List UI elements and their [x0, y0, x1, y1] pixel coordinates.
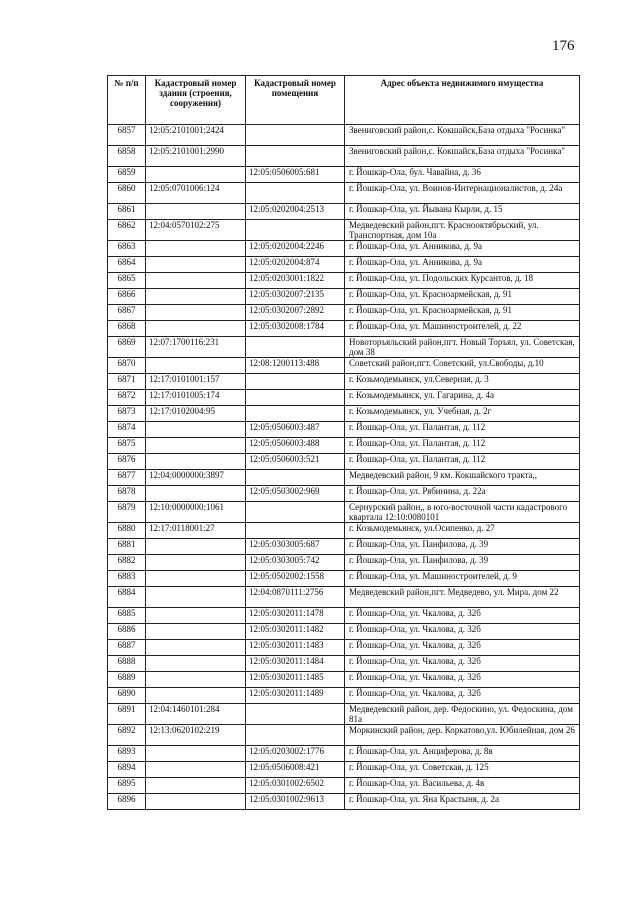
cell-premises-cadastral — [246, 220, 345, 241]
cell-building-cadastral — [146, 539, 246, 555]
cell-row-number: 6880 — [108, 523, 146, 539]
cell-building-cadastral — [146, 672, 246, 688]
table-row — [108, 321, 580, 337]
cell-address: г. Йошкар-Ола, ул. Яна Крастыня, д. 2а — [345, 794, 580, 810]
cell-premises-cadastral — [246, 704, 345, 725]
cell-building-cadastral — [146, 454, 246, 470]
cell-building-cadastral — [146, 358, 246, 374]
cell-building-cadastral: 12:04:0000000:3897 — [146, 470, 246, 486]
cell-building-cadastral — [146, 608, 246, 624]
cell-premises-cadastral — [246, 374, 345, 390]
cell-premises-cadastral: 12:05:0302007:2892 — [246, 305, 345, 321]
cell-building-cadastral: 12:04:0570102:275 — [146, 220, 246, 241]
cell-building-cadastral — [146, 640, 246, 656]
cell-address: г. Йошкар-Ола, ул. Йывана Кырли, д. 15 — [345, 204, 580, 220]
table-row — [108, 688, 580, 704]
header-premises-cadastral: Кадастровый номер помещения — [246, 76, 345, 125]
cell-building-cadastral: 12:05:2101001:2424 — [146, 125, 246, 146]
cell-premises-cadastral: 12:05:0203002:1776 — [246, 746, 345, 762]
cell-row-number: 6861 — [108, 204, 146, 220]
cell-row-number: 6896 — [108, 794, 146, 810]
table-row — [108, 555, 580, 571]
cell-address: г. Йошкар-Ола, ул. Рябинина, д. 22а — [345, 486, 580, 502]
table-row — [108, 289, 580, 305]
cell-address: г. Йошкар-Ола, ул. Панфилова, д. 39 — [345, 539, 580, 555]
table-row — [108, 470, 580, 486]
cell-address: Медведевский район,пгт. Медведево, ул. Мира, дом 22 — [345, 587, 580, 608]
cell-building-cadastral: 12:17:0101001:157 — [146, 374, 246, 390]
cell-address: г. Йошкар-Ола, ул. Советская, д. 125 — [345, 762, 580, 778]
cell-row-number: 6868 — [108, 321, 146, 337]
table-row — [108, 725, 580, 746]
header-building-cadastral: Кадастровый номер здания (строения, сооружения) — [146, 76, 246, 125]
table-row — [108, 167, 580, 183]
cell-address: Моркинский район, дер. Коркатово,ул. Юбилейная, дом 26 — [345, 725, 580, 746]
cell-premises-cadastral: 12:04:0870111:2756 — [246, 587, 345, 608]
table-row — [108, 204, 580, 220]
cell-building-cadastral — [146, 422, 246, 438]
cell-address: Новоторъяльский район,пгт. Новый Торъял, ул. Советская, дом 38 — [345, 337, 580, 358]
cell-premises-cadastral: 12:05:0202004:2246 — [246, 241, 345, 257]
table-row — [108, 640, 580, 656]
cell-building-cadastral: 12:17:0102004:95 — [146, 406, 246, 422]
cell-premises-cadastral: 12:05:0302008:1784 — [246, 321, 345, 337]
cell-row-number: 6891 — [108, 704, 146, 725]
cell-building-cadastral: 12:13:0620102:219 — [146, 725, 246, 746]
cell-row-number: 6892 — [108, 725, 146, 746]
cell-address: г. Йошкар-Ола, ул. Васильева, д. 4в — [345, 778, 580, 794]
cell-address: Медведевский район,пгт. Краснооктябрьский, ул. Транспортная, дом 10а — [345, 220, 580, 241]
cell-row-number: 6860 — [108, 183, 146, 204]
cell-address: г. Йошкар-Ола, бул. Чавайна, д. 36 — [345, 167, 580, 183]
cell-premises-cadastral: 12:05:0506003:487 — [246, 422, 345, 438]
cell-address: Звениговский район,с. Кокшайск,База отдыха "Росинка" — [345, 146, 580, 167]
cell-building-cadastral: 12:05:0701006:124 — [146, 183, 246, 204]
cell-building-cadastral: 12:05:2101001:2990 — [146, 146, 246, 167]
table-row — [108, 390, 580, 406]
cell-row-number: 6866 — [108, 289, 146, 305]
cell-premises-cadastral: 12:05:0302011:1484 — [246, 656, 345, 672]
cell-row-number: 6888 — [108, 656, 146, 672]
table-row — [108, 672, 580, 688]
cell-premises-cadastral — [246, 406, 345, 422]
cell-row-number: 6864 — [108, 257, 146, 273]
cell-row-number: 6884 — [108, 587, 146, 608]
table-row — [108, 502, 580, 523]
cell-row-number: 6862 — [108, 220, 146, 241]
cell-premises-cadastral: 12:05:0506005:681 — [246, 167, 345, 183]
cell-premises-cadastral: 12:05:0302007:2135 — [246, 289, 345, 305]
table-row — [108, 587, 580, 608]
cell-premises-cadastral — [246, 502, 345, 523]
table-row — [108, 220, 580, 241]
cell-building-cadastral — [146, 688, 246, 704]
cell-building-cadastral — [146, 624, 246, 640]
header-row-number: № п/п — [108, 76, 146, 125]
cell-address: г. Йошкар-Ола, ул. Подольских Курсантов, д. 18 — [345, 273, 580, 289]
cell-row-number: 6887 — [108, 640, 146, 656]
cell-row-number: 6881 — [108, 539, 146, 555]
cell-building-cadastral: 12:04:1460101:284 — [146, 704, 246, 725]
cell-row-number: 6890 — [108, 688, 146, 704]
table-row — [108, 746, 580, 762]
table-row — [108, 656, 580, 672]
cell-building-cadastral — [146, 794, 246, 810]
table-row — [108, 454, 580, 470]
cell-building-cadastral — [146, 204, 246, 220]
cell-premises-cadastral: 12:05:0302011:1485 — [246, 672, 345, 688]
table-row — [108, 241, 580, 257]
cell-premises-cadastral: 12:05:0203001:1822 — [246, 273, 345, 289]
table-row — [108, 183, 580, 204]
cell-premises-cadastral — [246, 470, 345, 486]
cell-row-number: 6886 — [108, 624, 146, 640]
cell-address: г. Йошкар-Ола, ул. Палантая, д. 112 — [345, 438, 580, 454]
cell-address: г. Йошкар-Ола, ул. Анциферова, д. 8в — [345, 746, 580, 762]
cell-building-cadastral — [146, 746, 246, 762]
cell-address: Советский район,пгт. Советский, ул.Свободы, д.10 — [345, 358, 580, 374]
cell-address: г. Йошкар-Ола, ул. Анникова, д. 9а — [345, 257, 580, 273]
table-row — [108, 257, 580, 273]
cell-building-cadastral — [146, 762, 246, 778]
cell-premises-cadastral: 12:05:0506008:421 — [246, 762, 345, 778]
cell-building-cadastral — [146, 321, 246, 337]
cell-premises-cadastral: 12:05:0302011:1482 — [246, 624, 345, 640]
cell-row-number: 6879 — [108, 502, 146, 523]
table-row — [108, 486, 580, 502]
cell-row-number: 6882 — [108, 555, 146, 571]
table-row — [108, 273, 580, 289]
cell-address: г. Козьмодемьянск, ул. Гагарина, д. 4а — [345, 390, 580, 406]
cell-building-cadastral: 12:07:1700116:231 — [146, 337, 246, 358]
cell-row-number: 6877 — [108, 470, 146, 486]
cell-premises-cadastral: 12:05:0503002:969 — [246, 486, 345, 502]
cell-address: г. Йошкар-Ола, ул. Анникова, д. 9а — [345, 241, 580, 257]
header-address: Адрес объекта недвижимого имущества — [345, 76, 580, 125]
cell-address: г. Йошкар-Ола, ул. Панфилова, д. 39 — [345, 555, 580, 571]
cell-premises-cadastral: 12:05:0502002:1558 — [246, 571, 345, 587]
cell-building-cadastral — [146, 305, 246, 321]
cell-premises-cadastral: 12:05:0506003:488 — [246, 438, 345, 454]
cell-address: г. Козьмодемьянск, ул.Северная, д. 3 — [345, 374, 580, 390]
table-row — [108, 422, 580, 438]
cell-row-number: 6871 — [108, 374, 146, 390]
cell-address: г. Козьмодемьянск, ул.Осипенко, д. 27 — [345, 523, 580, 539]
cell-building-cadastral — [146, 289, 246, 305]
table-row — [108, 438, 580, 454]
cell-row-number: 6873 — [108, 406, 146, 422]
cell-row-number: 6859 — [108, 167, 146, 183]
cell-row-number: 6893 — [108, 746, 146, 762]
cell-premises-cadastral — [246, 390, 345, 406]
table-header-row — [108, 76, 580, 125]
cell-row-number: 6883 — [108, 571, 146, 587]
cell-building-cadastral — [146, 656, 246, 672]
cell-premises-cadastral: 12:05:0302011:1478 — [246, 608, 345, 624]
cell-address: г. Йошкар-Ола, ул. Чкалова, д. 32б — [345, 624, 580, 640]
cell-address: г. Йошкар-Ола, ул. Чкалова, д. 32б — [345, 640, 580, 656]
cell-address: г. Йошкар-Ола, ул. Чкалова, д. 32б — [345, 656, 580, 672]
property-registry-table — [107, 75, 580, 810]
cell-premises-cadastral: 12:05:0303005:742 — [246, 555, 345, 571]
cell-building-cadastral — [146, 167, 246, 183]
table-row — [108, 406, 580, 422]
cell-address: Сернурский район,, в юго-восточной части кадастрового квартала 12:10:0080101 — [345, 502, 580, 523]
cell-building-cadastral — [146, 273, 246, 289]
cell-address: г. Козьмодемьянск, ул. Учебная, д. 2г — [345, 406, 580, 422]
cell-address: г. Йошкар-Ола, ул. Машиностроителей, д. 22 — [345, 321, 580, 337]
table-row — [108, 762, 580, 778]
cell-premises-cadastral: 12:05:0202004:2513 — [246, 204, 345, 220]
cell-address: Медведевский район, 9 км. Кокшайского тракта,, — [345, 470, 580, 486]
cell-premises-cadastral — [246, 523, 345, 539]
cell-premises-cadastral — [246, 337, 345, 358]
cell-premises-cadastral: 12:05:0301002:6502 — [246, 778, 345, 794]
table-row — [108, 305, 580, 321]
cell-row-number: 6863 — [108, 241, 146, 257]
cell-row-number: 6867 — [108, 305, 146, 321]
cell-premises-cadastral — [246, 725, 345, 746]
cell-premises-cadastral — [246, 146, 345, 167]
cell-building-cadastral — [146, 438, 246, 454]
cell-building-cadastral: 12:17:0101005:174 — [146, 390, 246, 406]
cell-premises-cadastral: 12:08:1200113:488 — [246, 358, 345, 374]
table-row — [108, 794, 580, 810]
table-row — [108, 624, 580, 640]
cell-premises-cadastral: 12:05:0302011:1489 — [246, 688, 345, 704]
cell-building-cadastral — [146, 555, 246, 571]
cell-row-number: 6889 — [108, 672, 146, 688]
cell-premises-cadastral — [246, 125, 345, 146]
table-row — [108, 778, 580, 794]
table-row — [108, 704, 580, 725]
table-row — [108, 539, 580, 555]
table-row — [108, 358, 580, 374]
cell-address: Звениговский район,с. Кокшайск,База отдыха "Росинка" — [345, 125, 580, 146]
cell-address: г. Йошкар-Ола, ул. Воинов-Интернационалистов, д. 24а — [345, 183, 580, 204]
cell-premises-cadastral — [246, 183, 345, 204]
cell-premises-cadastral: 12:05:0301002:9613 — [246, 794, 345, 810]
table-row — [108, 523, 580, 539]
cell-address: г. Йошкар-Ола, ул. Красноармейская, д. 91 — [345, 289, 580, 305]
table-row — [108, 125, 580, 146]
cell-row-number: 6895 — [108, 778, 146, 794]
cell-address: г. Йошкар-Ола, ул. Чкалова, д. 32б — [345, 688, 580, 704]
cell-address: г. Йошкар-Ола, ул. Чкалова, д. 32б — [345, 608, 580, 624]
cell-premises-cadastral: 12:05:0202004:874 — [246, 257, 345, 273]
cell-building-cadastral — [146, 571, 246, 587]
table-row — [108, 374, 580, 390]
cell-building-cadastral — [146, 486, 246, 502]
cell-building-cadastral — [146, 241, 246, 257]
cell-premises-cadastral: 12:05:0506003:521 — [246, 454, 345, 470]
cell-row-number: 6875 — [108, 438, 146, 454]
cell-row-number: 6885 — [108, 608, 146, 624]
table-body — [108, 125, 580, 810]
cell-row-number: 6858 — [108, 146, 146, 167]
cell-building-cadastral — [146, 587, 246, 608]
table-row — [108, 337, 580, 358]
cell-address: г. Йошкар-Ола, ул. Палантая, д. 112 — [345, 454, 580, 470]
cell-building-cadastral — [146, 778, 246, 794]
cell-premises-cadastral: 12:05:0303005:687 — [246, 539, 345, 555]
cell-address: г. Йошкар-Ола, ул. Машиностроителей, д. 9 — [345, 571, 580, 587]
cell-row-number: 6870 — [108, 358, 146, 374]
cell-row-number: 6872 — [108, 390, 146, 406]
page-number: 176 — [552, 38, 575, 54]
cell-address: Медведевский район, дер. Федоскино, ул. Федоскина, дом 81а — [345, 704, 580, 725]
cell-building-cadastral — [146, 257, 246, 273]
cell-address: г. Йошкар-Ола, ул. Палантая, д. 112 — [345, 422, 580, 438]
table-row — [108, 571, 580, 587]
cell-row-number: 6874 — [108, 422, 146, 438]
cell-row-number: 6865 — [108, 273, 146, 289]
cell-row-number: 6878 — [108, 486, 146, 502]
cell-row-number: 6876 — [108, 454, 146, 470]
cell-row-number: 6894 — [108, 762, 146, 778]
table-row — [108, 146, 580, 167]
cell-address: г. Йошкар-Ола, ул. Красноармейская, д. 91 — [345, 305, 580, 321]
cell-building-cadastral: 12:17:0118001:27 — [146, 523, 246, 539]
cell-address: г. Йошкар-Ола, ул. Чкалова, д. 32б — [345, 672, 580, 688]
table-row — [108, 608, 580, 624]
cell-row-number: 6857 — [108, 125, 146, 146]
cell-premises-cadastral: 12:05:0302011:1483 — [246, 640, 345, 656]
cell-row-number: 6869 — [108, 337, 146, 358]
cell-building-cadastral: 12:10:0000000:1061 — [146, 502, 246, 523]
